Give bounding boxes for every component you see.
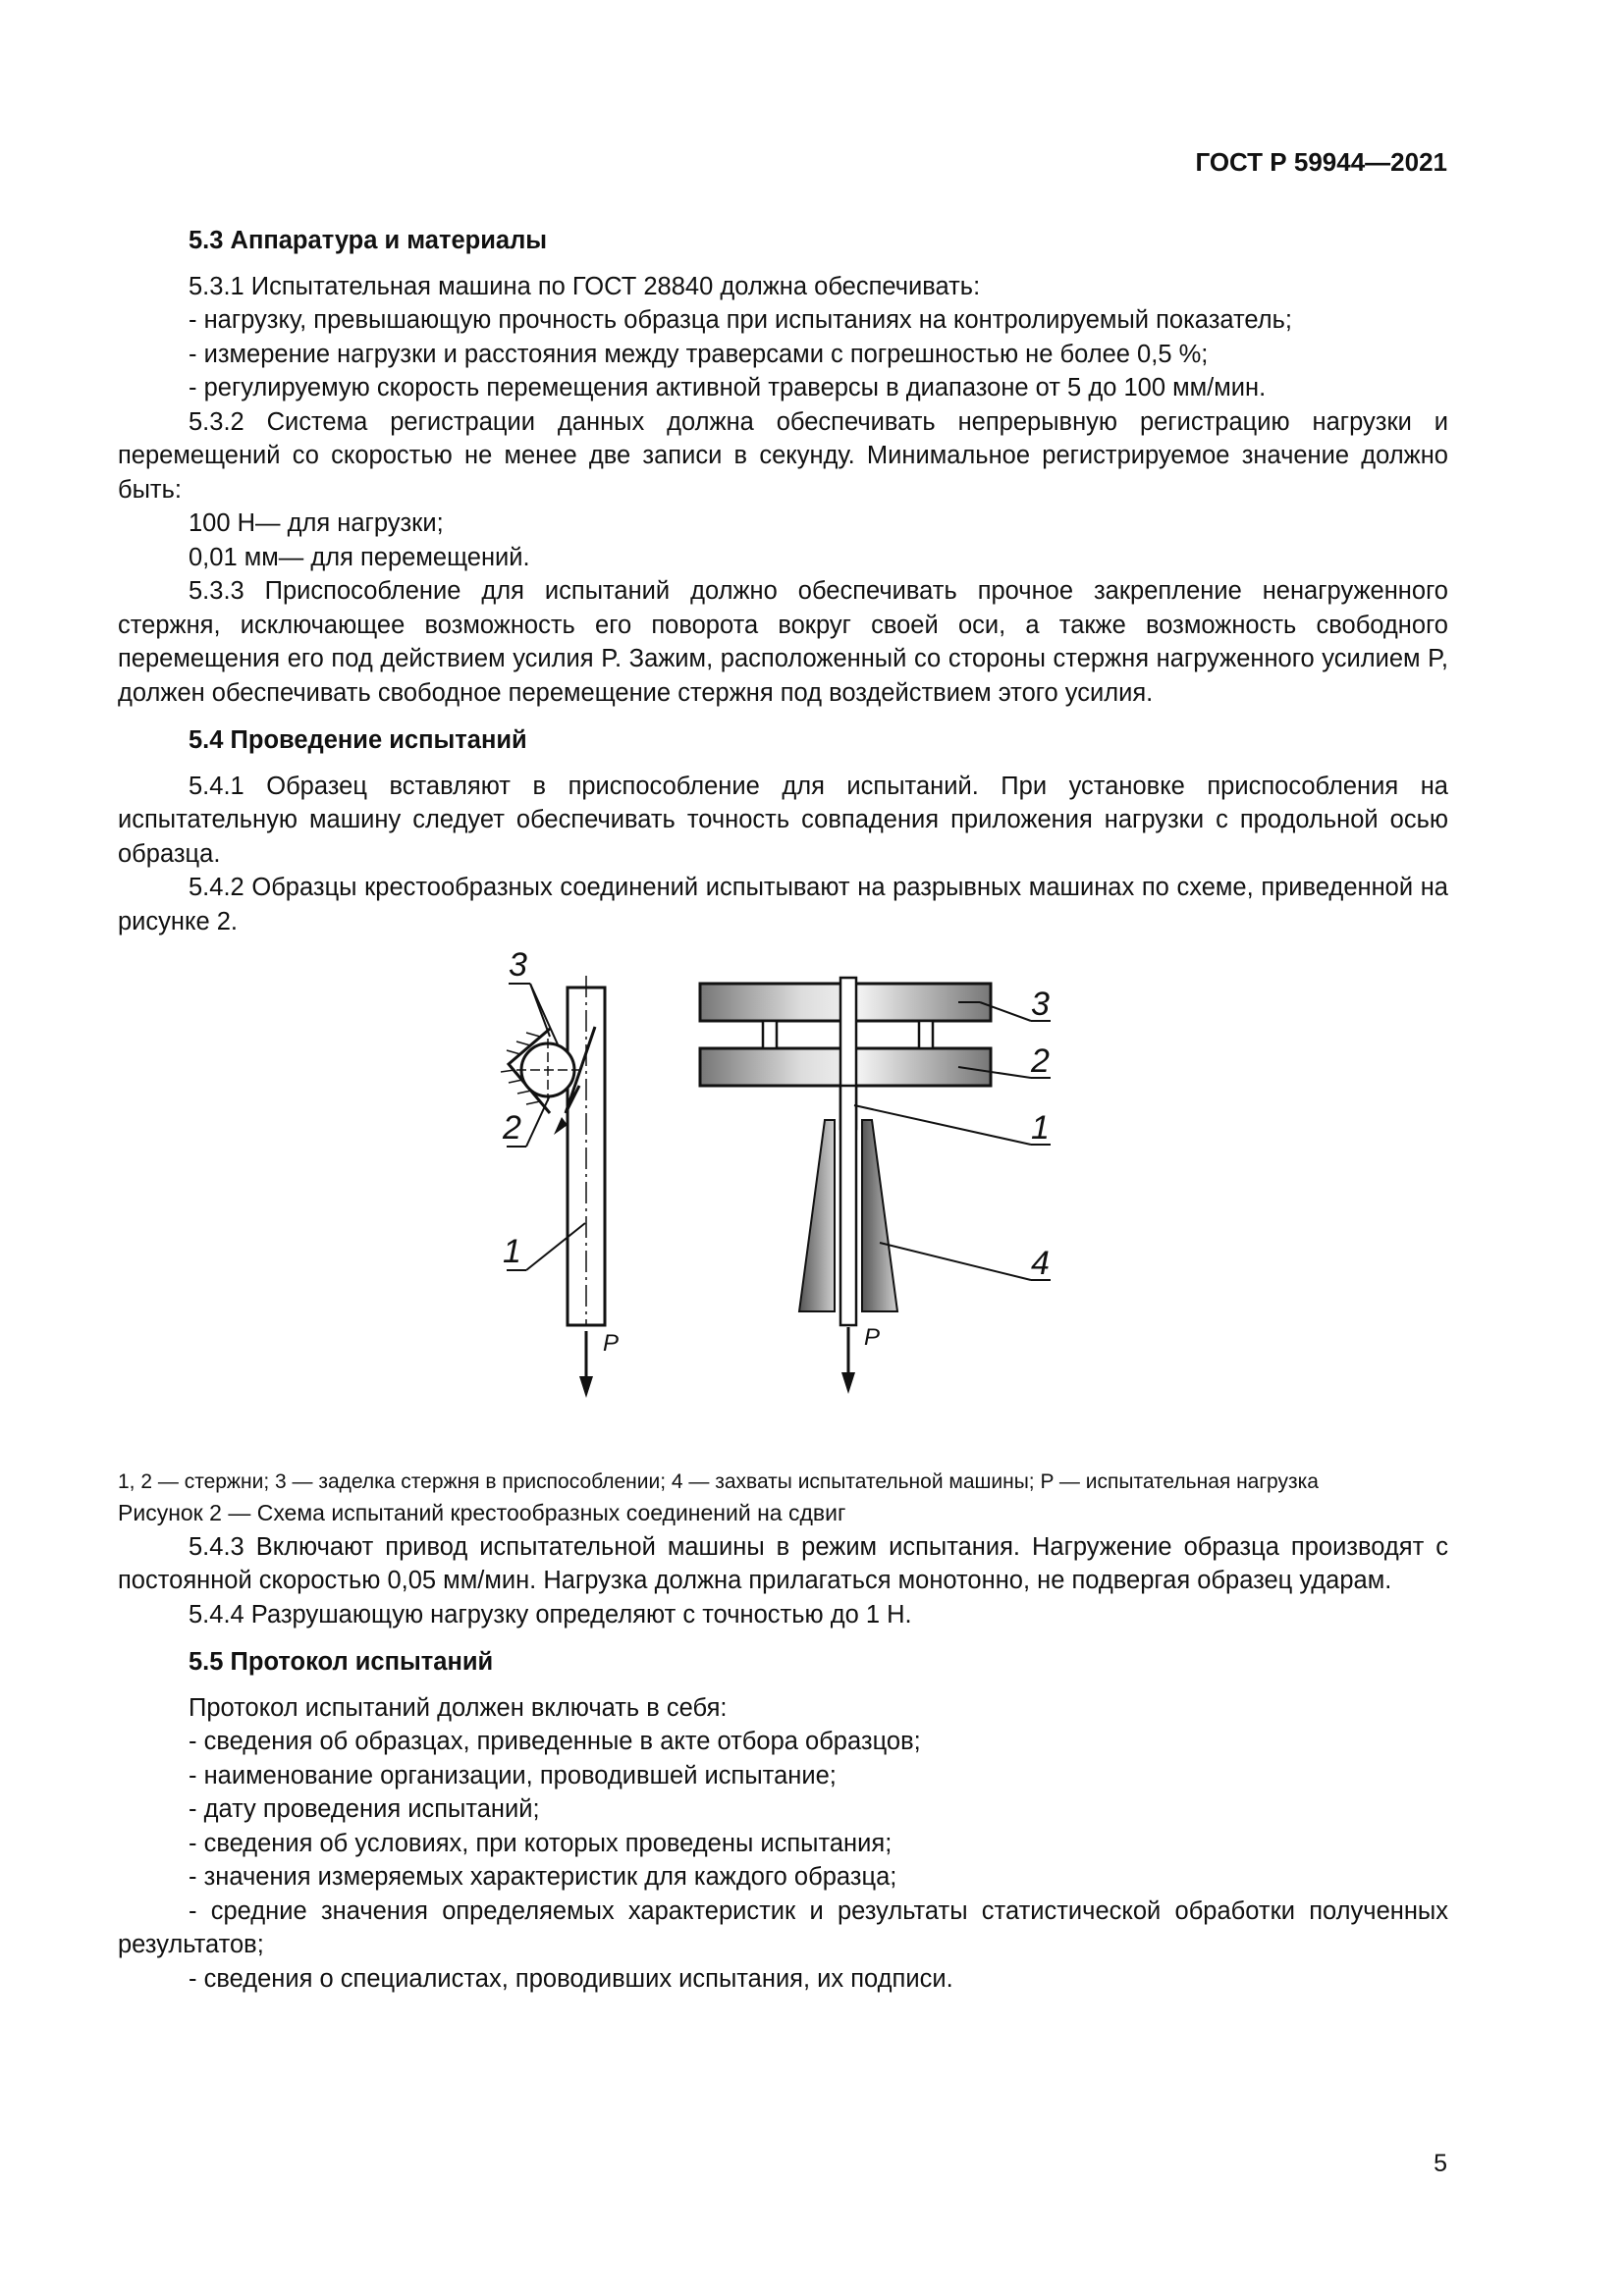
- para-5-3-2: 5.3.2 Система регистрации данных должна обеспечивать непрерывную регистрацию нагрузки и перемещений со скоростью не менее две записи в секунду. Минимальное регистрируемое значение должно быть:: [118, 407, 1448, 504]
- para-5-4-3: 5.4.3 Включают привод испытательной машины в режим испытания. Нагружение образца производят с постоянной скоростью 0,05 мм/мин. Нагрузка должна прилагаться монотонно, не подвергая образец ударам.: [118, 1532, 1448, 1594]
- para-5-3-3: 5.3.3 Приспособление для испытаний должно обеспечивать прочное закрепление ненагруженного стержня, исключающее возможность его поворота вокруг своей оси, а также возможность свободного перемещения его под действием усилия P. Зажим, расположенный со стороны стержня нагруженного усилием P, должен обеспечивать свободное перемещение стержня под воздействием этого усилия.: [118, 577, 1448, 707]
- bullet: - нагрузку, превышающую прочность образца при испытаниях на контролируемый показатель;: [189, 306, 1292, 334]
- grip-left: [799, 1120, 835, 1311]
- load-label-right: P: [864, 1324, 881, 1351]
- grip-right: [862, 1120, 897, 1311]
- figure-caption: Рисунок 2 — Схема испытаний крестообразных соединений на сдвиг: [118, 1500, 846, 1525]
- label-2-left: 2: [503, 1109, 521, 1147]
- bullet: - измерение нагрузки и расстояния между траверсами с погрешностью не более 0,5 %;: [189, 340, 1209, 368]
- label-1-left: 1: [503, 1233, 521, 1270]
- label-3-right: 3: [1031, 986, 1050, 1023]
- section-5-3-title: 5.3 Аппаратура и материалы: [189, 227, 548, 254]
- para-5-4-4: 5.4.4 Разрушающую нагрузку определяют с точностью до 1 Н.: [189, 1600, 912, 1629]
- page-number: 5: [1434, 2150, 1447, 2177]
- label-2-right: 2: [1031, 1042, 1050, 1080]
- value-line: 0,01 мм— для перемещений.: [189, 543, 530, 571]
- para-5-4-1: 5.4.1 Образец вставляют в приспособление для испытаний. При установке приспособления на испытательную машину следует обеспечивать точность совпадения приложения нагрузки с продольной осью образца.: [118, 772, 1448, 868]
- bullet: - регулируемую скорость перемещения активной траверсы в диапазоне от 5 до 100 мм/мин.: [189, 374, 1267, 401]
- bullet: - дату проведения испытаний;: [189, 1795, 540, 1823]
- para-5-3-1: 5.3.1 Испытательная машина по ГОСТ 28840 должна обеспечивать:: [189, 272, 981, 300]
- value-line: 100 Н— для нагрузки;: [189, 509, 444, 537]
- right-view: [700, 978, 1051, 1394]
- figure-legend: 1, 2 — стержни; 3 — заделка стержня в приспособлении; 4 — захваты испытательной машины; P — испытательная нагрузка: [118, 1470, 1319, 1493]
- label-1-right: 1: [1031, 1109, 1050, 1147]
- figure-2: [118, 938, 1448, 1468]
- bullet: - сведения о специалистах, проводивших испытания, их подписи.: [189, 1964, 953, 1993]
- load-label-left: P: [603, 1330, 620, 1357]
- bullet: - сведения об условиях, при которых проведены испытания;: [189, 1829, 893, 1857]
- section-5-4-title: 5.4 Проведение испытаний: [189, 726, 527, 754]
- label-3-left: 3: [509, 946, 527, 984]
- bullet: - наименование организации, проводившей испытание;: [189, 1761, 837, 1789]
- bullet: - средние значения определяемых характеристик и результаты статистической обработки полученных результатов;: [118, 1896, 1448, 1958]
- document-id: ГОСТ Р 59944—2021: [1195, 147, 1447, 177]
- left-view: [501, 946, 619, 1398]
- figure-2-diagram: [118, 938, 1448, 1468]
- rod-1-right: [840, 1086, 856, 1325]
- bullet: - значения измеряемых характеристик для каждого образца;: [189, 1863, 897, 1891]
- label-4: 4: [1031, 1245, 1050, 1282]
- bullet: - сведения об образцах, приведенные в акте отбора образцов;: [189, 1728, 921, 1755]
- para-5-4-2: 5.4.2 Образцы крестообразных соединений испытывают на разрывных машинах по схеме, приведенной на рисунке 2.: [118, 874, 1448, 935]
- section-5-5-title: 5.5 Протокол испытаний: [189, 1648, 494, 1676]
- document-body: [118, 224, 1448, 1996]
- para-5-5-intro: Протокол испытаний должен включать в себя:: [189, 1693, 728, 1722]
